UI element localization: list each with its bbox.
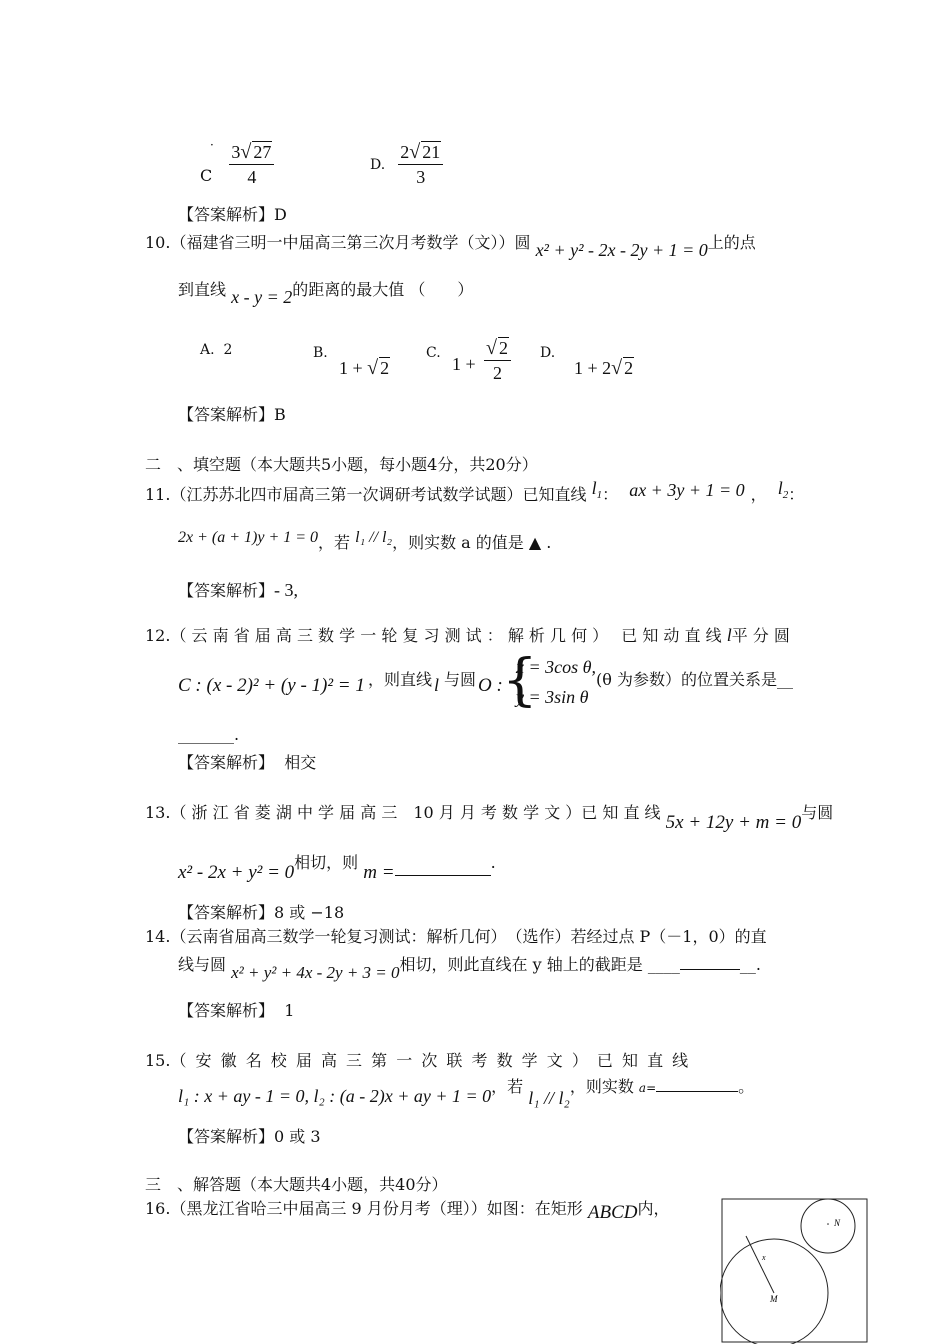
line-l1-equation: ax + 3y + 1 = 0 (629, 480, 745, 500)
q11-stem-line2: 2x + (a + 1)y + 1 = 0，若 l₁ // l₂，则实数 a 的值是 ▲ . (178, 529, 552, 552)
q10-option-c: C. 1 + $\frac{√ 2}{2}$ (426, 342, 441, 361)
q15-answer: 【答案解析】0 或 3 (178, 1127, 321, 1146)
label-n: N (834, 1218, 841, 1228)
q13-stem-line2: x² - 2x + y² = 0相切，则 m = . (178, 853, 496, 883)
system-brace: { (502, 648, 538, 713)
option-c-dot: · (210, 138, 214, 152)
q10-stem-line1 (145, 230, 756, 260)
option-d-fraction: $\frac{2√ 21}{3}$ (398, 140, 443, 189)
answer-blank (656, 1091, 738, 1092)
question-number: 10. (145, 233, 171, 252)
q14-answer: 【答案解析】 1 (178, 1001, 295, 1020)
answer-tag: 【答案解析】 (178, 205, 275, 224)
answer-blank (395, 875, 491, 876)
option-c-fraction: $\frac{3√ 27}{4}$ (229, 140, 274, 189)
q10-stem-line2 (178, 277, 474, 307)
line-equation: x - y = 2 (231, 287, 293, 307)
option-c-label: C (200, 166, 213, 185)
q11-stem-line1: 11.（江苏苏北四市届高三第一次调研考试数学试题）已知直线 $l_1$： ax + 3y + 1 = 0 ， $l_2$： (145, 478, 805, 504)
lines-equation: l₁ : x + ay - 1 = 0, l₂ : (a - 2)x + ay + 1 = 0 (178, 1086, 492, 1106)
q14-stem-line2: 线与圆 x² + y² + 4x - 2y + 3 = 0相切，则此直线在 y 轴上的截距是 ____ __. (178, 955, 761, 982)
q16-stem-line1: 16.（黑龙江省哈三中届高三 9 月份月考（理））如图：在矩形 ABCD内， (145, 1199, 670, 1223)
q13-stem-line1: 13.（ 浙 江 省 菱 湖 中 学 届 高 三 10 月 月 考 数 学 文 ）已 知 直 线 5x + 12y + m = 0与圆 (145, 803, 834, 833)
line-equation: 5x + 12y + m = 0 (665, 812, 802, 833)
q12-stem-line2: C : (x - 2)² + (y - 1)² = 1 ，则直线 l 与圆 O : { x = 3cos θ, y = 3sin θ (θ 为参数）的位置关系是__ (178, 648, 793, 713)
answer-value: D (274, 205, 287, 224)
circle-m (720, 1239, 828, 1344)
q10-option-b: B. 1 + √ 2 (313, 345, 390, 379)
question-text: 上的点 (707, 233, 756, 252)
q15-stem-line2: l₁ : x + ay - 1 = 0, l₂ : (a - 2)x + ay + 1 = 0，若 l₁ // l₂，则实数 a= 。 (178, 1077, 755, 1108)
q9-answer (178, 202, 287, 225)
label-x: x (762, 1253, 766, 1262)
q9-option-d (370, 140, 443, 189)
circle-n (801, 1199, 855, 1253)
q12-stem-line1: 12.（ 云 南 省 届 高 三 数 学 一 轮 复 习 测 试 ： 解 析 几 何 ） 已 知 动 直 线 l平 分 圆 (145, 625, 790, 645)
q15-stem-line1: 15.（ 安 徽 名 校 届 高 三 第 一 次 联 考 数 学 文 ） 已 知 直 线 (145, 1051, 691, 1070)
center-n-dot (827, 1223, 829, 1225)
q14-stem-line1: 14.（云南省届高三数学一轮复习测试：解析几何） （选作）若经过点 P（－1，0）的直 (145, 927, 767, 946)
q13-answer: 【答案解析】8 或 −18 (178, 903, 345, 922)
answer-blank (680, 969, 740, 970)
option-d-label: D. (370, 157, 386, 173)
q10-option-a: A. 2 (200, 342, 233, 358)
question-text: 到直线 (178, 280, 227, 299)
question-text: （福建省三明一中届高三第三次月考数学（文））圆 (170, 233, 531, 252)
q11-answer: 【答案解析】- 3, (178, 580, 299, 600)
rectangle-circles-figure (720, 1198, 870, 1344)
q10-option-d: D. 1 + 2√ 2 (540, 345, 634, 379)
question-text: 的距离的最大值 （ ） (292, 280, 474, 299)
line-l2-equation: 2x + (a + 1)y + 1 = 0 (178, 529, 319, 546)
q10-answer: 【答案解析】B (178, 405, 286, 424)
q12-tail: _______. (178, 725, 240, 744)
section-heading-solutions: 三 、解答题（本大题共4小题，共40分） (145, 1175, 448, 1194)
circle-c-equation: C : (x - 2)² + (y - 1)² = 1 (178, 675, 365, 696)
circle-equation: x² + y² - 2x - 2y + 1 = 0 (535, 240, 708, 260)
section-heading-fill-in: 二 、填空题（本大题共5小题，每小题4分，共20分） (145, 455, 538, 474)
radius-x (746, 1236, 774, 1293)
q12-answer: 【答案解析】 相交 (178, 753, 317, 772)
rectangle-abcd (722, 1199, 867, 1342)
q9-option-c (200, 140, 274, 189)
label-m: M (770, 1294, 778, 1304)
